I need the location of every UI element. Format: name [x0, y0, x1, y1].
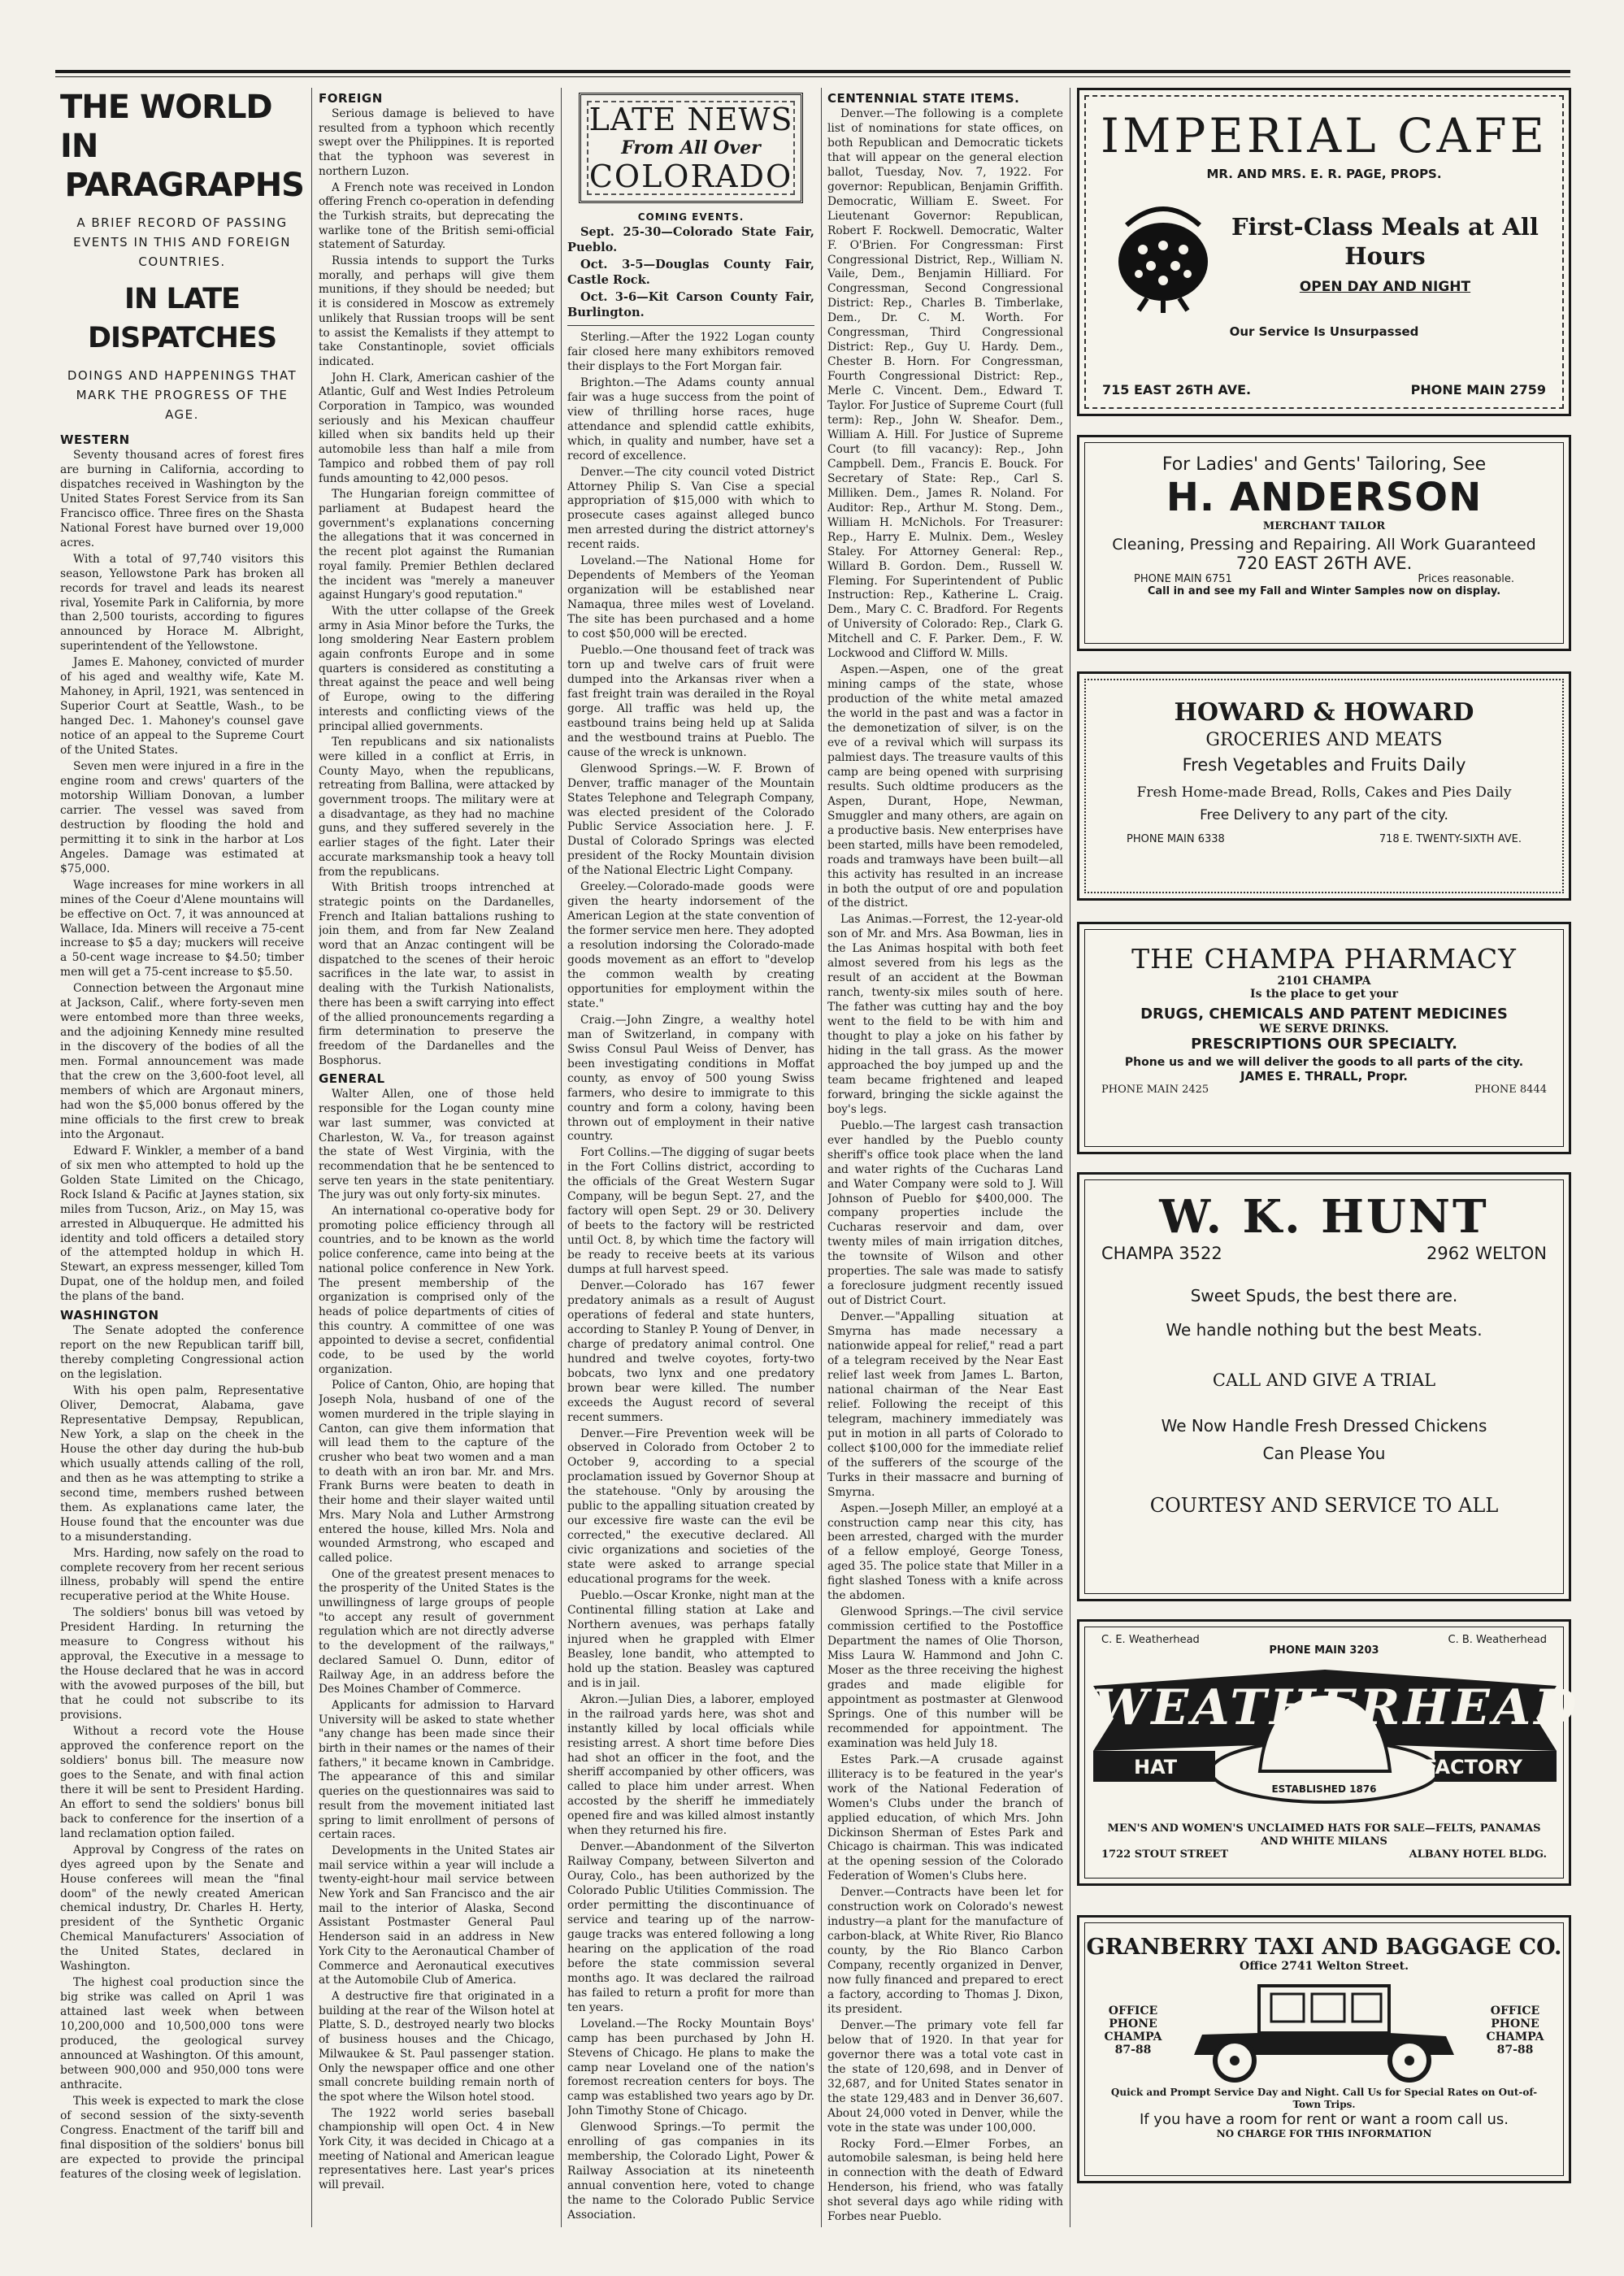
- article-paragraph: Denver.—Abandonment of the Silverton Railway Company, between Silverton and Ouray, Colo., has been authorized by the Colorado Public Utilities Commission. The order permitting the discontinuance of service and tearing up of the narrow-gauge tracks was entered following a long hearing on the application of the road before the state commission several months ago. It was declared the railroad has failed to return a profit for more than ten years.: [567, 1840, 814, 2014]
- coming-events-heading: COMING EVENTS.: [637, 211, 745, 223]
- article-paragraph: Glenwood Springs.—W. F. Brown of Denver, traffic manager of the Mountain States Telephone and Telegraph Company, was elected president of the Colorado Public Service Association here. J. F. Dustal of Colorado Springs was elected president of the Rocky Mountain division of the National Electric Light Company.: [567, 762, 814, 878]
- top-rule: [55, 70, 1570, 73]
- article-paragraph: The highest coal production since the big strike was called on April 1 was attained last week when between 10,200,000 and 10,500,000 tons were produced, the geological survey announced at Washington. Of this amount, between 900,000 and 950,000 tons were anthracite.: [60, 1976, 304, 2091]
- champa-line5: Phone us and we will deliver the goods to all parts of the city.: [1124, 1056, 1524, 1069]
- granberry-office: Office 2741 Welton Street.: [1240, 1960, 1409, 1973]
- article-paragraph: Police of Canton, Ohio, are hoping that Joseph Nola, husband of one of the women murdered in the triple slaying in Canton, can give them information that will lead them to the capture of the crusher who beat two women and a man to death with an iron bar. Mr. and Mrs. Frank Burns were beaten to death in their home and their slayer waited until Mrs. Mary Nola and Luther Armstrong entered the house, killed Mrs. Nola and wounded Armstrong, who escaped and called police.: [319, 1379, 554, 1565]
- subtitle: A BRIEF RECORD OF PASSING EVENTS IN THIS AND FOREIGN COUNTRIES.: [73, 215, 291, 269]
- weatherhead-banner: [1093, 1661, 1580, 1816]
- anderson-phone: PHONE MAIN 6751: [1134, 573, 1232, 585]
- ad-champa-pharmacy: [1077, 922, 1571, 1154]
- article-paragraph: A destructive fire that originated in a building at the rear of the Wilson hotel at Platte, S. D., destroyed nearly two blocks of business houses and the Chicago, Milwaukee & St. Paul passenger station. Only the newspaper office and one other small concrete building remain north of the spot where the Wilson hotel stood.: [319, 1990, 554, 2104]
- champa-line2: DRUGS, CHEMICALS AND PATENT MEDICINES: [1140, 1006, 1508, 1023]
- article-paragraph: With a total of 97,740 visitors this season, Yellowstone Park has broken all records for travel and leads its nearest rival, Yosemite Park in California, by more than 2,500 tourists, according to figures announced by Horace M. Albright, superintendent of the Yellowstone.: [60, 552, 304, 654]
- champa-phone1: PHONE MAIN 2425: [1101, 1084, 1209, 1096]
- article-paragraph: Loveland.—The Rocky Mountain Boys' camp has been purchased by John H. Stevens of Chicago. He plans to make the camp near Loveland one of the nation's foremost recreation centers for boys. The camp was established two years ago by Dr. John Timothy Stone of Chicago.: [567, 2017, 814, 2118]
- howard-address: 718 E. TWENTY-SIXTH AVE.: [1379, 833, 1522, 845]
- column-rule: [821, 88, 822, 2227]
- article-paragraph: Oct. 3-5—Douglas County Fair, Castle Rock.: [567, 258, 814, 287]
- article-paragraph: Denver.—Fire Prevention week will be observed in Colorado from October 2 to October 9, according to a special proclamation issued by Governor Shoup at the statehouse. "Only by arousing the public to the appalling situation created by our excessive fire waste can the evil be corrected," the executive declared. All civic organizations and societies of the state were asked to arrange special educational programs for the week.: [567, 1427, 814, 1587]
- article-paragraph: Edward F. Winkler, a member of a band of six men who attempted to hold up the Golden State Limited on the Chicago, Rock Island & Pacific at Jaynes station, six miles from Tucson, Ariz., on May 15, was arrested in Albuquerque. He admitted his identity and told officers a detailed story of the attempted holdup in which H. Stewart, an express messenger, killed Tom Dupat, one of the holdup men, and foiled the plans of the band.: [60, 1144, 304, 1304]
- column-rule: [561, 88, 562, 2227]
- howard-line4: Free Delivery to any part of the city.: [1200, 807, 1448, 823]
- article-paragraph: Developments in the United States air mail service within a year will include a twenty-eight-hour mail service between New York and San Francisco and the air mail to the interior of Alaska, Second Assistant Postmaster General Paul Henderson said in an address in New York City to the Aeronautical Chamber of Commerce and Aeronautical executives at the Automobile Club of America.: [319, 1844, 554, 1987]
- weatherhead-address: 1722 STOUT STREET: [1101, 1848, 1228, 1861]
- article-paragraph: Russia intends to support the Turks morally, and perhaps will give them munitions, if they should be needed; but it is considered in Moscow as extremely unlikely that Russian troops will be sent to assist the Kemalists if they attempt to take Constantinople, soviet officials indicated.: [319, 254, 554, 368]
- ad-imperial-cafe: [1077, 88, 1571, 416]
- imperial-phone: PHONE MAIN 2759: [1410, 382, 1546, 397]
- imperial-open: OPEN DAY AND NIGHT: [1299, 279, 1471, 295]
- article-paragraph: Estes Park.—A crusade against illiteracy is to be featured in the year's work of the National Federation of Women's Clubs under the branch of applied education, of which Mrs. John Dickinson Sherman of Estes Park and Chicago is chairman. This was indicated at the opening session of the Colorado Federation of Women's Clubs here.: [827, 1753, 1063, 1883]
- article-paragraph: Loveland.—The National Home for Dependents of Members of the Yeoman organization will be established near Namaqua, three miles west of Loveland. The site has been purchased and a home to cost $50,000 will be erected.: [567, 554, 814, 641]
- hunt-right: 2962 WELTON: [1426, 1244, 1547, 1263]
- article-paragraph: Craig.—John Zingre, a wealthy hotel man of Switzerland, in company with Swiss Consul Paul Weiss of Denver, has been investigating conditions in Moffat county, as envoy of 500 young Swiss farmers, who desire to immigrate to this country and form a colony, having been thrown out of employment in their native country.: [567, 1013, 814, 1144]
- column-centennial: [827, 88, 1063, 2242]
- imperial-props: MR. AND MRS. E. R. PAGE, PROPS.: [1206, 167, 1442, 181]
- weatherhead-estab: ESTABLISHED 1876: [1271, 1783, 1377, 1795]
- column-late-news: [567, 88, 814, 2242]
- hunt-name: W. K. HUNT: [1159, 1190, 1489, 1244]
- article-paragraph: Without a record vote the House approved the conference report on the soldiers' bonus bill. The measure now goes to the Senate, and with final action there it will be sent to President Harding. An effort to send the soldiers' bonus bill back to conference for the insertion of a land reclamation option failed.: [60, 1725, 304, 1840]
- column-rule: [311, 88, 312, 2227]
- article-paragraph: With British troops intrenched at strategic points on the Dardanelles, French and Italian battalions rushing to join them, and from far New Zealand word that an Anzac contingent will be dispatched to the scenes of their heroic sacrifices in the late war, to assist in dealing with the Turkish Nationalists, there has been a swift carrying into effect of the allied pronouncements regarding a firm determination to preserve the freedom of the Dardanelles and the Bosphorus.: [319, 881, 554, 1067]
- howard-name: HOWARD & HOWARD: [1174, 698, 1474, 727]
- granberry-name: GRANBERRY TAXI AND BAGGAGE CO.: [1086, 1935, 1562, 1960]
- article-paragraph: The soldiers' bonus bill was vetoed by President Harding. In returning the measure to Congress without his approval, the Executive in a message to the House declared that he was in accord with the avowed purposes of the bill, but that he could not subscribe to its provisions.: [60, 1606, 304, 1722]
- imperial-meals: First-Class Meals at All Hours: [1231, 213, 1539, 270]
- anderson-address: 720 EAST 26TH AVE.: [1235, 554, 1413, 573]
- article-paragraph: Seventy thousand acres of forest fires are burning in California, according to dispatches received in Washington by the United States Forest Service from its San Francisco office. Three fires on the Shasta National Forest have burned over 19,000 acres.: [60, 449, 304, 549]
- weatherhead-hat: HAT: [1134, 1756, 1178, 1779]
- imperial-name: IMPERIAL CAFE: [1101, 108, 1548, 163]
- divider: [567, 325, 814, 326]
- top-rule-thin: [55, 76, 1570, 77]
- article-paragraph: Pueblo.—The largest cash transaction ever handled by the Pueblo county sheriff's office took place when the land and water rights of the Cucharas Land and Water Company were sold to J. Will Johnson of Pueblo for $400,000. The company properties include the Cucharas reservoir and dam, over twenty miles of main irrigation ditches, the townsite of Wilson and other properties. The sale was made to satisfy a foreclosure judgment recently issued out of District Court.: [827, 1118, 1063, 1308]
- article-paragraph: Denver.—The city council voted District Attorney Philip S. Van Cise a special appropriation of $15,000 with which to prosecute cases against alleged bunco men arrested during the district attorney's recent raids.: [567, 465, 814, 552]
- article-paragraph: Pueblo.—One thousand feet of track was torn up and twelve cars of fruit were dumped into the Arkansas river when a fast freight train was derailed in the Royal gorge. All traffic was held up, the eastbound trains being held up at Salida and the westbound trains at Pueblo. The cause of the wreck is unknown.: [567, 644, 814, 759]
- weatherhead-right: C. B. Weatherhead: [1448, 1634, 1547, 1646]
- granberry-phone-left: OFFICE PHONE CHAMPA 87-88: [1104, 2005, 1162, 2057]
- article-paragraph: Serious damage is believed to have resulted from a typhoon which recently swept over the Philippines. It is reported that the typhoon was severest in northern Luzon.: [319, 107, 554, 178]
- general-items: [319, 1088, 554, 2192]
- weatherhead-banner-text: WEATHERHEAD: [1093, 1679, 1580, 1736]
- ad-howard-howard: [1077, 671, 1571, 901]
- article-paragraph: One of the greatest present menaces to the prosperity of the United States is the unwillingness of large groups of people "to accept any result of government regulation which are not directly adverse to the development of the railways," declared Samuel O. Dunn, editor of Railway Age, in an address before the Des Moines Chamber of Commerce.: [319, 1567, 554, 1696]
- heading-late-dispatches: IN LATE DISPATCHES: [87, 283, 277, 354]
- late-news-items: [567, 331, 814, 2223]
- article-paragraph: Wage increases for mine workers in all mines of the Coeur d'Alene mountains will be effective on Oct. 7, it was announced at Wallace, Ida. Miners will receive a 75-cent increase to $5 a day; muckers will receive a 50-cent wage increase to $4.50; timber men will get a 75-cent increase to $5.50.: [60, 878, 304, 979]
- article-paragraph: This week is expected to mark the close of second session of the sixty-seventh Congress. Enactment of the tariff bill and final disposition of the soldiers' bonus bill are expected to provide the principal features of the closing week of legislation.: [60, 2094, 304, 2181]
- article-paragraph: Connection between the Argonaut mine at Jackson, Calif., where forty-seven men were entombed more than three weeks, and the adjoining Kennedy mine resulted in the discovery of the bodies of all the men. Formal announcement was made that the crew on the 3,600-foot level, all members of which are Argonaut miners, had won the $5,000 bonus offered by the mine officials to the first crew to break into the Argonaut.: [60, 982, 304, 1141]
- champa-address: 2101 CHAMPA: [1277, 975, 1371, 988]
- article-paragraph: Approval by Congress of the rates on dyes agreed upon by the Senate and House conferees will mean the "final doom" of the newly created American chemical industry, Dr. Charles H. Herty, president of the Synthetic Organic Chemical Manufacturers' Association of the United States, declared in Washington.: [60, 1843, 304, 1974]
- coming-events: [567, 224, 814, 320]
- article-paragraph: Applicants for admission to Harvard University will be asked to state whether "any change has been made since their birth in their names or the names of their fathers," it became known in Cambridge. The appearance of this and similar queries on the questionnaires was said to result from the movement initiated last spring to limit enrollment of persons of certain races.: [319, 1698, 554, 1842]
- weatherhead-bldg: ALBANY HOTEL BLDG.: [1409, 1848, 1547, 1861]
- howard-phone: PHONE MAIN 6338: [1127, 833, 1225, 845]
- champa-prop: JAMES E. THRALL, Propr.: [1240, 1069, 1408, 1084]
- weatherhead-phone: PHONE MAIN 3203: [1269, 1644, 1379, 1657]
- article-paragraph: Glenwood Springs.—To permit the enrolling of gas companies in its membership, the Colorado Light, Power & Railway Association at its nineteenth annual convention here, voted to change the name to the Colorado Public Service Association.: [567, 2121, 814, 2222]
- article-paragraph: Sterling.—After the 1922 Logan county fair closed here many exhibitors removed their displays to the Fort Morgan fair.: [567, 331, 814, 373]
- section-foreign: FOREIGN: [319, 91, 383, 106]
- champa-line3: WE SERVE DRINKS.: [1259, 1023, 1389, 1036]
- ad-w-k-hunt: [1077, 1172, 1571, 1601]
- pineapple-icon: [1102, 193, 1224, 315]
- article-paragraph: Glenwood Springs.—The civil service commission certified to the Postoffice Department the names of Olie Thorson, Miss Laura W. Hammond and John C. Moser as the three receiving the highest grades and made eligible for appointment as postmaster at Glenwood Springs. One of this number will be recommended for appointment. The examination was held July 18.: [827, 1605, 1063, 1750]
- article-paragraph: Las Animas.—Forrest, the 12-year-old son of Mr. and Mrs. Asa Bowman, lies in the Las Animas hospital with both feet almost severed from his legs as the result of an accident at the Bowman ranch, twenty-six miles south of here. The father was cutting hay and the boy went to the field to be with him and thought to play a joke on his father by hiding in the tall grass. As the mower approached the boy jumped up and the team became frightened and leaped forward, bringing the sickle against the boy's legs.: [827, 913, 1063, 1116]
- ad-weatherhead: [1077, 1619, 1580, 1886]
- article-paragraph: With the utter collapse of the Greek army in Asia Minor before the Turks, the long smoldering Near Eastern problem again confronts Europe and in some quarters is considered as constituting a threat against the peace and well being of Europe, owing to the differing interests and conflicting views of the principal allied governments.: [319, 604, 554, 733]
- anderson-name: H. ANDERSON: [1166, 475, 1483, 520]
- weatherhead-line1: MEN'S AND WOMEN'S UNCLAIMED HATS FOR SALE—FELTS, PANAMAS AND WHITE MILANS: [1107, 1822, 1541, 1848]
- hunt-left: CHAMPA 3522: [1101, 1244, 1222, 1263]
- article-paragraph: Seven men were injured in a fire in the engine room and crews' quarters of the motorship William Donovan, a lumber carrier. The vessel was saved from destruction by flooding the hold and permitting it to sink in the harbor at Los Angeles. Damage was estimated at $75,000.: [60, 760, 304, 875]
- ad-h-anderson: [1077, 435, 1571, 651]
- article-paragraph: Rocky Ford.—Elmer Forbes, an automobile salesman, is being held here in connection with the death of Edward Henderson, his friend, who was fatally shot several days ago while riding with Forbes near Pueblo.: [827, 2137, 1063, 2224]
- centennial-heading: CENTENNIAL STATE ITEMS.: [827, 91, 1020, 106]
- article-paragraph: Fort Collins.—The digging of sugar beets in the Fort Collins district, according to the officials of the Great Western Sugar Company, will be begun Sept. 27, and the factory will open Sept. 29 or 30. Delivery of beets to the factory will be restricted until Oct. 8, by which time the factory will be ready to receive beets at its various dumps at full harvest speed.: [567, 1146, 814, 1277]
- late-news-colorado: COLORADO: [588, 159, 793, 194]
- article-paragraph: Denver.—Contracts have been let for construction work on Colorado's newest industry—a plant for the manufacture of carbon-black, at White River, Rio Blanco county, by the Rio Blanco Carbon Company, recently organized in Denver, now fully financed and prepared to erect a factory, according to Thomas J. Dixon, its president.: [827, 1886, 1063, 2016]
- champa-name: THE CHAMPA PHARMACY: [1131, 943, 1517, 975]
- subtitle-2: DOINGS AND HAPPENINGS THAT MARK THE PROGRESS OF THE AGE.: [67, 368, 297, 422]
- anderson-line1: For Ladies' and Gents' Tailoring, See: [1162, 454, 1487, 475]
- granberry-line2: If you have a room for rent or want a room call us.: [1139, 2111, 1509, 2128]
- article-paragraph: The Senate adopted the conference report on the new Republican tariff bill, thereby completing Congressional action on the legislation.: [60, 1324, 304, 1382]
- foreign-items: [319, 107, 554, 1068]
- article-paragraph: Oct. 3-6—Kit Carson County Fair, Burlington.: [567, 290, 814, 319]
- hunt-line3: CALL AND GIVE A TRIAL: [1212, 1370, 1436, 1390]
- article-paragraph: Sept. 25-30—Colorado State Fair, Pueblo.: [567, 225, 814, 254]
- late-news-title: LATE NEWS: [588, 102, 793, 137]
- article-paragraph: Denver.—The primary vote fell far below that of 1920. In that year for governor there was a total vote cast in the state of 120,698, and in Denver of 32,687, and for United States senator in the state 129,483 and in Denver 36,607. About 24,000 voted in Denver, while the vote in the state was under 100,000.: [827, 2018, 1063, 2135]
- article-paragraph: Ten republicans and six nationalists were killed in a conflict at Erris, in County Mayo, when the republicans, retreating from Ballina, were attacked by government troops. The military were at a disadvantage, as they had no machine guns, and they suffered severely in the earlier stages of the fight. Later their accurate marksmanship took a heavy toll from the republicans.: [319, 736, 554, 879]
- hunt-line1: Sweet Spuds, the best there are.: [1190, 1286, 1458, 1305]
- article-paragraph: Denver.—Colorado has 167 fewer predatory animals as a result of August operations of federal and state hunters, according to Stanley P. Young of Denver, in charge of predatory animal control. One hundred and twelve coyotes, forty-two bobcats, two lynx and one predatory brown bear were killed. The number exceeds the August record of several recent summers.: [567, 1279, 814, 1424]
- article-paragraph: The Hungarian foreign committee of parliament at Budapest heard the government's explanations concerning the allegations that it was concerned in the recent plot against the Rumanian royal family. Premier Bethlen declared the incident was "merely a maneuver against Hungary's good reputation.": [319, 488, 554, 602]
- late-news-box: [579, 93, 803, 203]
- taxi-car-icon: [1186, 1978, 1462, 2083]
- article-paragraph: Aspen.—Joseph Miller, an employé at a construction camp near this city, has been arrested, charged with the murder of a fellow employé, George Toness, aged 35. The police state that Miller in a fight slashed Toness with a knife across the abdomen.: [827, 1501, 1063, 1603]
- centennial-items: [827, 107, 1063, 2225]
- hunt-line4: We Now Handle Fresh Dressed Chickens: [1161, 1416, 1487, 1436]
- article-paragraph: Brighton.—The Adams county annual fair was a huge success from the point of view of thrilling horse races, huge attendance and splendid cattle exhibits, which, in quality and number, have set a record of excellence.: [567, 376, 814, 463]
- washington-items: [60, 1324, 304, 2182]
- article-paragraph: Akron.—Julian Dies, a laborer, employed in the railroad yards here, was shot and instantly killed by local officials while resisting arrest. A short time before Dies had shot an officer in the foot, and the sheriff accompanied by other officers, was called to place him under arrest. When accosted by the sheriff he immediately opened fire and was killed almost instantly when they returned his fire.: [567, 1692, 814, 1838]
- hunt-line2: We handle nothing but the best Meats.: [1166, 1320, 1483, 1340]
- weatherhead-left: C. E. Weatherhead: [1101, 1634, 1200, 1646]
- anderson-call: Call in and see my Fall and Winter Samples now on display.: [1147, 585, 1501, 597]
- granberry-line1: Quick and Prompt Service Day and Night. Call Us for Special Rates on Out-of-Town Trips.: [1110, 2087, 1538, 2110]
- imperial-address: 715 EAST 26TH AVE.: [1102, 382, 1252, 397]
- granberry-line3: NO CHARGE FOR THIS INFORMATION: [1216, 2128, 1432, 2139]
- article-paragraph: Mrs. Harding, now safely on the road to complete recovery from her recent serious illness, probably will spend the entire recuperative period at the White House.: [60, 1546, 304, 1604]
- howard-line2: Fresh Vegetables and Fruits Daily: [1182, 755, 1466, 775]
- champa-line4: PRESCRIPTIONS OUR SPECIALTY.: [1191, 1036, 1457, 1053]
- howard-line1: GROCERIES AND MEATS: [1205, 730, 1443, 750]
- hunt-line5: Can Please You: [1262, 1444, 1386, 1463]
- article-paragraph: James E. Mahoney, convicted of murder of his aged and wealthy wife, Kate M. Mahoney, in April, 1921, was sentenced in Superior Court at Seattle, Wash., to be hanged Dec. 1. Mahoney's counsel gave notice of an appeal to the Supreme Court of the United States.: [60, 656, 304, 758]
- column-world-in-paragraphs: [60, 88, 304, 2242]
- hunt-line6: COURTESY AND SERVICE TO ALL: [1149, 1494, 1499, 1517]
- anderson-services: Cleaning, Pressing and Repairing. All Work Guaranteed: [1112, 536, 1536, 554]
- ad-granberry-taxi: [1077, 1915, 1571, 2183]
- article-paragraph: Denver.—The following is a complete list of nominations for state offices, on both Republican and Democratic tickets that will appear on the general election ballot, Tuesday, Nov. 7, 1922. For governor: Republican, Benjamin Griffith. Democratic, William E. Sweet. For Lieutenant Governor: Republican, Robert F. Rockwell. Democratic, Walter F. O'Brien. For Congressman: First Congressional District, Rep., William N. Vaile, Dem., Benjamin Hilliard. For Congressman, Second Congressional District: Rep., Charles B. Timberlake, Dem., Dr. C. M. Worth. For Congressman, Third Congressional District: Rep., Guy U. Hardy. Dem., Chester B. Horn. For Congressman, Fourth Congressional District: Rep., Merle C. Vincent. Dem., Edward T. Taylor. For Justice of Supreme Court (full term): Rep., John W. Sheafor. Dem., William A. Hill. For Justice of Supreme Court (to fill vacancy): Rep., John Campbell. Dem., Francis E. Bouck. For Secretary of State: Rep., Carl S. Milliken. Dem., James R. Noland. For Auditor: Rep., Arthur M. Stong. Dem., William H. McNichols. For Treasurer: Rep., Harry E. Mulnix. Dem., Wesley Staley. For Attorney General: Rep., Willard B. Gordon. Dem., Russell W. Fleming. For Superintendent of Public Instruction: Rep., Katherine L. Craig. Dem., Mary C. C. Bradford. For Regents of University of Colorado: Rep., Clark G. Mitchell and C. F. Parker. Dem., F. W. Lockwood and Clifford W. Mills.: [827, 107, 1063, 661]
- anderson-role: MERCHANT TAILOR: [1262, 520, 1386, 532]
- champa-phone2: PHONE 8444: [1474, 1084, 1547, 1096]
- article-paragraph: An international co-operative body for promoting police efficiency through all countries, and to be known as the world police conference, came into being at the national police conference in New York. The present membership of the organization is comprised only of the heads of police departments of cities of this country. A committee of one was appointed to devise a secret, confidential code, to be used by the world organization.: [319, 1205, 554, 1376]
- section-western: WESTERN: [60, 432, 130, 447]
- article-paragraph: The 1922 world series baseball championship will open Oct. 4 in New York City, it was decided in Chicago at a meeting of National and American league representatives here. Last year's prices will prevail.: [319, 2106, 554, 2192]
- howard-line3: Fresh Home-made Bread, Rolls, Cakes and Pies Daily: [1136, 784, 1512, 801]
- anderson-prices: Prices reasonable.: [1418, 573, 1514, 585]
- imperial-service: Our Service Is Unsurpassed: [1229, 324, 1419, 339]
- article-paragraph: Pueblo.—Oscar Kronke, night man at the Continental filling station at Lake and Northern avenues, was perhaps fatally injured when he grappled with Elmer Beasley, lone bandit, who attempted to hold up the station. Beasley was captured and is in jail.: [567, 1589, 814, 1690]
- section-washington: WASHINGTON: [60, 1308, 159, 1323]
- title-line2: PARAGRAPHS: [64, 167, 304, 204]
- champa-line1: Is the place to get your: [1250, 988, 1398, 1001]
- western-items: [60, 449, 304, 1305]
- title-line1: THE WORLD IN: [60, 89, 272, 165]
- section-general: GENERAL: [319, 1071, 385, 1087]
- article-paragraph: A French note was received in London offering French co-operation in defending the Turkish straits, but deprecating the warlike tone of the British semi-official statement of Saturday.: [319, 180, 554, 252]
- weatherhead-factory: FACTORY: [1423, 1756, 1522, 1779]
- column-foreign-general: [319, 88, 554, 2242]
- granberry-phone-right: OFFICE PHONE CHAMPA 87-88: [1486, 2005, 1544, 2057]
- article-paragraph: Greeley.—Colorado-made goods were given the hearty indorsement of the American Legion at the state convention of the former service men here. They adopted a resolution indorsing the Colorado-made goods movement as an effort to "develop the common wealth by creating opportunities for employment within the state.": [567, 880, 814, 1010]
- article-paragraph: John H. Clark, American cashier of the Atlantic, Gulf and West Indies Petroleum Corporation in Tampico, was wounded seriously and his Mexican chauffeur killed when six bandits held up their automobile less than half a mile from Tampico and robbed them of pay roll funds amounting to 42,000 pesos.: [319, 371, 554, 485]
- article-paragraph: Aspen.—Aspen, one of the great mining camps of the state, whose production of the white metal amazed the world in the past and was a factor in the demonetization of silver, is on the eve of a revival which will surpass its palmiest days. The treasure vaults of this camp are being opened with surprising results. Such oldtime producers as the Aspen, Durant, Hope, Newman, Smuggler and many others, are again on a productive basis. New enterprises have been started, mills have been remodeled, roads and tramways have been built—all this activity has resulted in an increase in both the output of ore and population of the district.: [827, 663, 1063, 910]
- late-news-from: From All Over: [621, 137, 761, 159]
- article-paragraph: With his open palm, Representative Oliver, Democrat, Alabama, gave Representative Dempsay, Republican, New York, a slap on the cheek in the House the other day during the hub-bub which usually attends calling of the roll, and then as he was attempting to strike a second time, members rushed between them. As explanations came later, the House found that the encounter was due to a misunderstanding.: [60, 1384, 304, 1544]
- article-paragraph: Walter Allen, one of those held responsible for the Logan county mine war last summer, was convicted at Charleston, W. Va., for treason against the state of West Virginia, with the recommendation that he be sentenced to serve ten years in the state penitentiary. The jury was out only forty-six minutes.: [319, 1088, 554, 1202]
- article-paragraph: Denver.—"Appalling situation at Smyrna has made necessary a nationwide appeal for relief," read a part of a telegram received by the Near East relief last week from James L. Barton, national chairman of the Near East relief. Following the receipt of this telegram, machinery immediately was put in motion in all parts of Colorado to collect $100,000 for the immediate relief of the sufferers of the scourge of the Turks in their massacre and burning of Smyrna.: [827, 1310, 1063, 1499]
